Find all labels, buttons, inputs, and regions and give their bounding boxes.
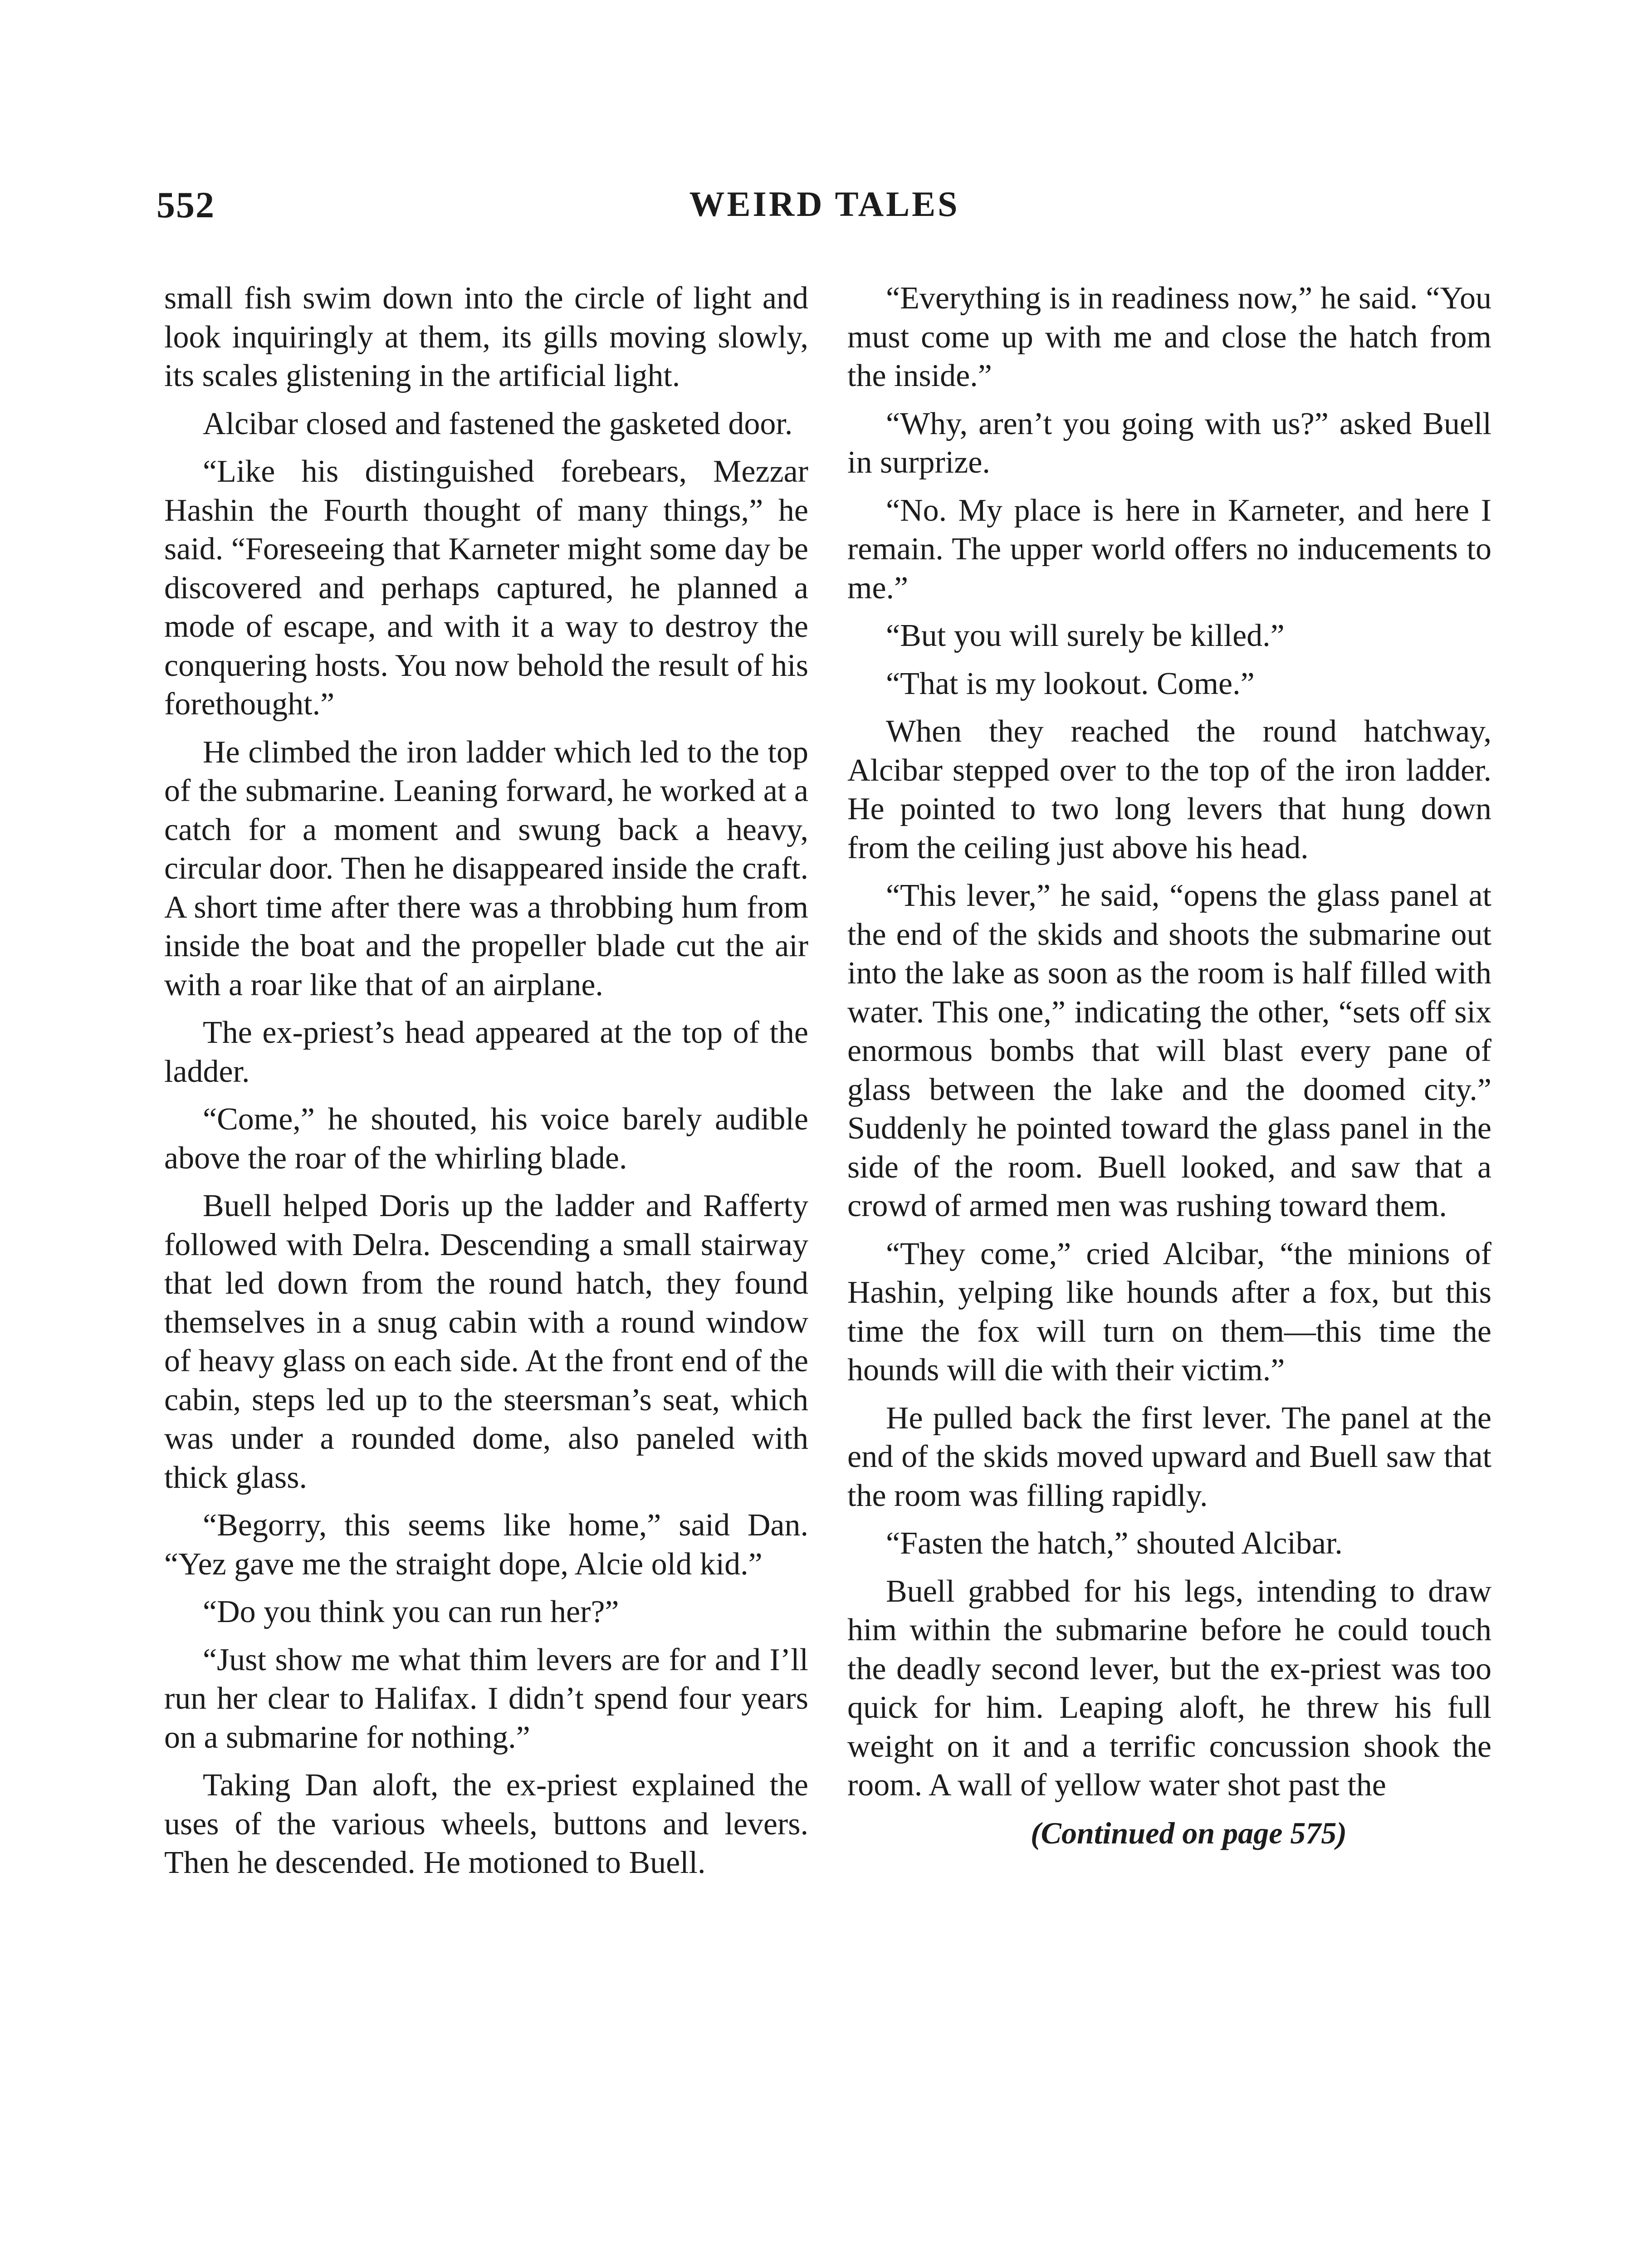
paragraph: “That is my lookout. Come.”: [886, 666, 1255, 701]
paragraph: “Why, aren’t you going with us?” asked Buell in surprize.: [847, 406, 1491, 480]
page-header: [156, 184, 1492, 229]
paragraph: “Begorry, this seems like home,” said Dan. “Yez gave me the straight dope, Alcie old kid.”: [164, 1508, 808, 1582]
continued-note: (Continued on page 575): [1030, 1815, 1347, 1850]
paragraph: “They come,” cried Alcibar, “the minions of Hashin, yelping like hounds after a fox, but this time the fox will turn on them—this time the hounds will die with their victim.”: [847, 1236, 1491, 1388]
paragraph: small fish swim down into the circle of light and look inquiringly at them, its gills moving slowly, its scales glistening in the artificial light.: [164, 281, 808, 393]
paragraph: “Like his distinguished forebears, Mezzar Hashin the Fourth thought of many things,” he said. “Foreseeing that Karneter might some day be discovered and perhaps captured, he planned a mode of escape, and with it a way to destroy the conquering hosts. You now behold the result of his forethought.”: [164, 454, 808, 722]
paragraph: When they reached the round hatchway, Alcibar stepped over to the top of the iron ladder. He pointed to two long levers that hung down from the ceiling just above his head.: [847, 714, 1491, 865]
paragraph: Taking Dan aloft, the ex-priest explained the uses of the various wheels, buttons and levers. Then he descended. He motioned to Buell.: [164, 1768, 808, 1880]
paragraph: “But you will surely be killed.”: [886, 618, 1285, 653]
paragraph: Alcibar closed and fastened the gasketed door.: [203, 406, 793, 441]
running-title: WEIRD TALES: [689, 184, 960, 224]
paragraph: He pulled back the first lever. The panel at the end of the skids moved upward and Buell saw that the room was filling rapidly.: [847, 1400, 1491, 1513]
paragraph: “Everything is in readiness now,” he said. “You must come up with me and close the hatch from the inside.”: [847, 281, 1491, 393]
paragraph: “Fasten the hatch,” shouted Alcibar.: [886, 1526, 1343, 1561]
paragraph: “Do you think you can run her?”: [203, 1594, 619, 1629]
paragraph: “Come,” he shouted, his voice barely audible above the roar of the whirling blade.: [164, 1102, 808, 1176]
paragraph: “Just show me what thim levers are for and I’ll run her clear to Halifax. I didn’t spend four years on a submarine for nothing.”: [164, 1642, 808, 1755]
paragraph: “No. My place is here in Karneter, and here I remain. The upper world offers no inducements to me.”: [847, 493, 1491, 606]
paragraph: He climbed the iron ladder which led to the top of the submarine. Leaning forward, he worked at a catch for a moment and swung back a heavy, circular door. Then he disappeared inside the craft. A short time after there was a throbbing hum from inside the boat and the propeller blade cut the air with a roar like that of an airplane.: [164, 734, 808, 1002]
paragraph: Buell helped Doris up the ladder and Rafferty followed with Delra. Descending a small stairway that led down from the round hatch, they found themselves in a snug cabin with a round window of heavy glass on each side. At the front end of the cabin, steps led up to the steersman’s seat, which was under a rounded dome, also paneled with thick glass.: [164, 1188, 808, 1495]
page-number: 552: [156, 184, 215, 225]
paragraph: “This lever,” he said, “opens the glass panel at the end of the skids and shoots the submarine out into the lake as soon as the room is half filled with water. This one,” indicating the other, “sets off six enormous bombs that will blast every pane of glass between the lake and the doomed city.” Suddenly he pointed toward the glass panel in the side of the room. Buell looked, and saw that a crowd of armed men was rushing toward them.: [847, 878, 1491, 1223]
paragraph: Buell grabbed for his legs, intending to draw him within the submarine before he could touch the deadly second lever, but the ex-priest was too quick for him. Leaping aloft, he threw his full weight on it and a terrific concussion shook the room. A wall of yellow water shot past the: [847, 1574, 1491, 1803]
right-column: [847, 279, 1491, 1862]
paragraph: The ex-priest’s head appeared at the top of the ladder.: [164, 1015, 808, 1089]
left-column: [164, 279, 808, 1892]
